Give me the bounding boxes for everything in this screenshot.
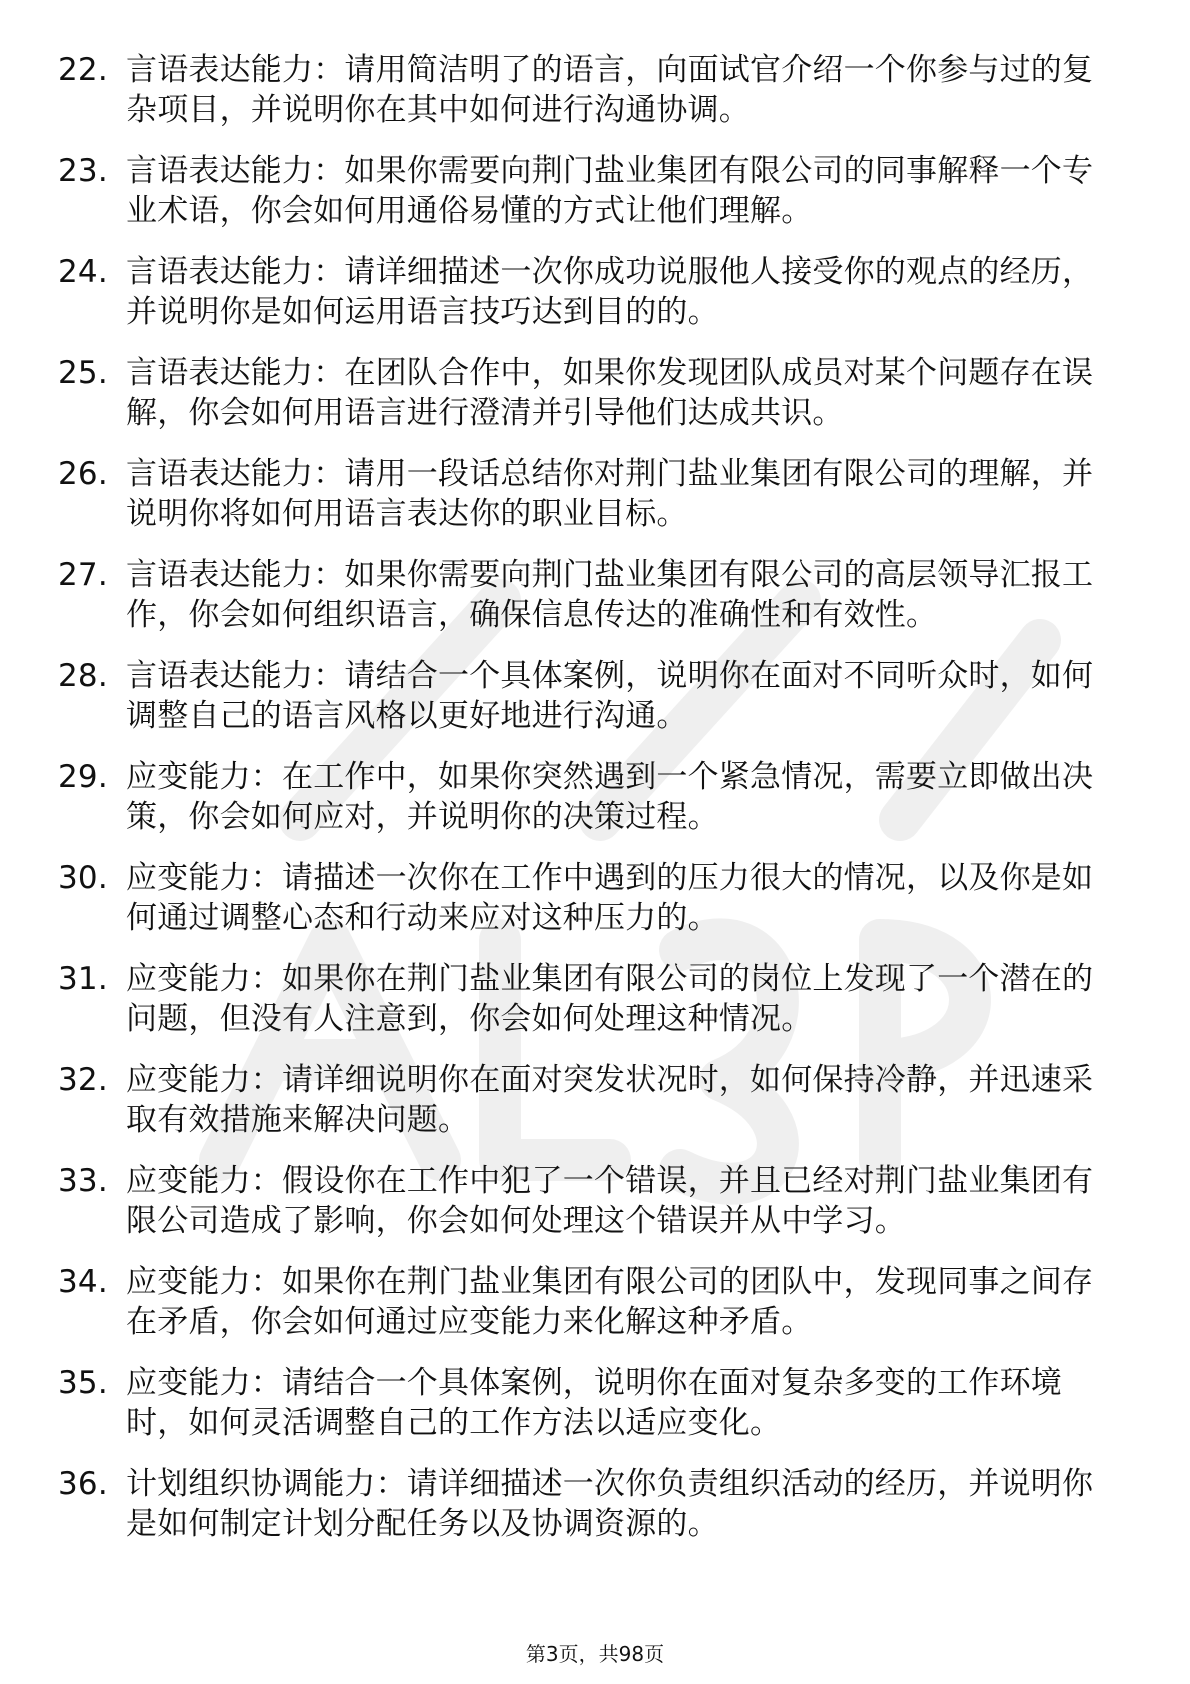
question-item [58,757,1108,837]
question-text: 应变能力：在工作中，如果你突然遇到一个紧急情况，需要立即做出决策，你会如何应对，并说明你的决策过程。 [126,759,1094,835]
question-text: 言语表达能力：如果你需要向荆门盐业集团有限公司的高层领导汇报工作，你会如何组织语言，确保信息传达的准确性和有效性。 [126,557,1094,633]
question-item [58,858,1108,938]
question-item [58,151,1108,231]
question-text: 言语表达能力：如果你需要向荆门盐业集团有限公司的同事解释一个专业术语，你会如何用通俗易懂的方式让他们理解。 [126,153,1094,229]
question-item [58,656,1108,736]
question-number: 29. [58,759,108,795]
question-item [58,1060,1108,1140]
question-text: 计划组织协调能力：请详细描述一次你负责组织活动的经历，并说明你是如何制定计划分配任务以及协调资源的。 [126,1466,1094,1542]
question-number: 27. [58,557,108,593]
page-number-footer: 第3页，共98页 [525,1642,665,1666]
question-item [58,1161,1108,1241]
question-text: 言语表达能力：请用一段话总结你对荆门盐业集团有限公司的理解，并说明你将如何用语言表达你的职业目标。 [126,456,1094,532]
question-number: 23. [58,153,108,189]
question-number: 24. [58,254,108,290]
question-number: 28. [58,658,108,694]
question-number: 36. [58,1466,108,1502]
question-number: 26. [58,456,108,492]
question-item [58,1363,1108,1443]
question-item [58,252,1108,332]
question-item [58,959,1108,1039]
question-item [58,454,1108,534]
question-number: 35. [58,1365,108,1401]
question-number: 25. [58,355,108,391]
question-number: 33. [58,1163,108,1199]
question-text: 言语表达能力：在团队合作中，如果你发现团队成员对某个问题存在误解，你会如何用语言进行澄清并引导他们达成共识。 [126,355,1094,431]
question-text: 应变能力：请详细说明你在面对突发状况时，如何保持冷静，并迅速采取有效措施来解决问题。 [126,1062,1094,1138]
question-text: 应变能力：请结合一个具体案例，说明你在面对复杂多变的工作环境时，如何灵活调整自己的工作方法以适应变化。 [126,1365,1062,1441]
question-number: 34. [58,1264,108,1300]
question-list [58,50,1108,1565]
question-item [58,50,1108,130]
question-number: 30. [58,860,108,896]
question-item [58,1262,1108,1342]
question-text: 应变能力：假设你在工作中犯了一个错误，并且已经对荆门盐业集团有限公司造成了影响，你会如何处理这个错误并从中学习。 [126,1163,1094,1239]
question-text: 应变能力：如果你在荆门盐业集团有限公司的岗位上发现了一个潜在的问题，但没有人注意到，你会如何处理这种情况。 [126,961,1094,1037]
question-text: 言语表达能力：请详细描述一次你成功说服他人接受你的观点的经历，并说明你是如何运用语言技巧达到目的的。 [126,254,1094,330]
question-number: 32. [58,1062,108,1098]
question-number: 22. [58,52,108,88]
question-text: 言语表达能力：请用简洁明了的语言，向面试官介绍一个你参与过的复杂项目，并说明你在其中如何进行沟通协调。 [126,52,1094,128]
question-number: 31. [58,961,108,997]
question-text: 应变能力：请描述一次你在工作中遇到的压力很大的情况，以及你是如何通过调整心态和行动来应对这种压力的。 [126,860,1094,936]
question-item [58,353,1108,433]
question-text: 言语表达能力：请结合一个具体案例，说明你在面对不同听众时，如何调整自己的语言风格以更好地进行沟通。 [126,658,1094,734]
question-text: 应变能力：如果你在荆门盐业集团有限公司的团队中，发现同事之间存在矛盾，你会如何通过应变能力来化解这种矛盾。 [126,1264,1094,1340]
question-item [58,1464,1108,1544]
question-item [58,555,1108,635]
